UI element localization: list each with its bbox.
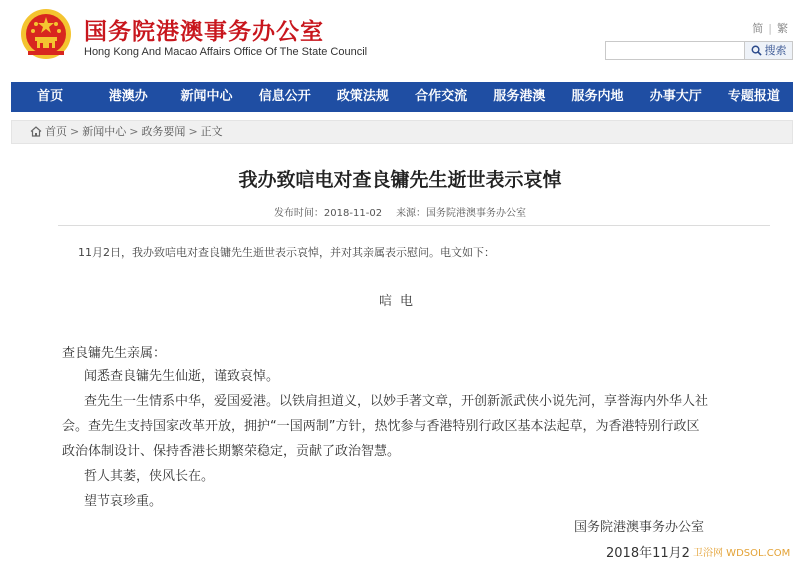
article-meta — [0, 204, 800, 219]
watermark: 卫浴网 WDSOL.COM — [693, 548, 791, 559]
signature: 国务院港澳事务办公室 — [574, 520, 705, 535]
article-paragraph: 哲人其萎，侠风长在。 — [84, 469, 215, 484]
nav-item-service-hall[interactable]: 办事大厅 — [649, 89, 702, 104]
article-paragraph: 查先生一生情系中华，爱国爱港。以铁肩担道义，以妙手著文章，开创新派武侠小说先河，享誉海内外华人社 — [84, 394, 709, 409]
nav-item-home[interactable]: 首页 — [37, 89, 64, 104]
nav-item-cooperation[interactable]: 合作交流 — [415, 89, 468, 104]
nav-item-special[interactable]: 专题报道 — [727, 89, 780, 104]
breadcrumb-current: 正文 — [200, 125, 223, 138]
nav-item-hkmao[interactable]: 港澳办 — [108, 89, 148, 104]
salutation: 查良镛先生亲属： — [62, 346, 167, 361]
article-source: 来源：国务院港澳事务办公室 — [396, 208, 527, 219]
signature-date: 2018年11月2 — [606, 546, 690, 561]
search-input[interactable] — [606, 42, 746, 59]
search-box — [605, 41, 793, 60]
nav-item-info[interactable]: 信息公开 — [258, 89, 311, 104]
breadcrumb-separator: > — [188, 125, 198, 138]
search-button-label: 搜索 — [764, 44, 787, 57]
article-paragraph: 政治体制设计、保持香港长期繁荣稳定，贡献了政治智慧。 — [62, 444, 401, 459]
main-nav — [11, 82, 793, 112]
nav-item-serve-hkmacao[interactable]: 服务港澳 — [493, 89, 546, 104]
article-lead: 11月2日，我办致唁电对查良镛先生逝世表示哀悼，并对其亲属表示慰问。电文如下： — [78, 246, 495, 259]
lang-separator: | — [768, 22, 772, 35]
site-header — [0, 0, 800, 80]
divider — [58, 225, 770, 226]
site-subtitle: Hong Kong And Macao Affairs Office Of The State Council — [84, 46, 368, 58]
breadcrumb-gov-news[interactable]: 政务要闻 — [141, 125, 186, 138]
search-button[interactable] — [744, 41, 792, 60]
article-title: 我办致唁电对查良镛先生逝世表示哀悼 — [238, 169, 562, 191]
site-title: 国务院港澳事务办公室 — [84, 19, 324, 45]
language-switch — [752, 20, 788, 36]
breadcrumb — [11, 120, 793, 144]
nav-item-serve-mainland[interactable]: 服务内地 — [571, 89, 624, 104]
document-heading: 唁电 — [378, 294, 421, 309]
breadcrumb-news[interactable]: 新闻中心 — [82, 125, 127, 138]
breadcrumb-separator: > — [129, 125, 139, 138]
article-paragraph: 望节哀珍重。 — [84, 494, 163, 509]
article-paragraph: 闻悉查良镛先生仙逝，谨致哀悼。 — [84, 369, 280, 384]
breadcrumb-separator: > — [70, 125, 80, 138]
search-icon — [751, 45, 762, 56]
national-emblem-icon — [20, 8, 72, 60]
article-paragraph: 会。查先生支持国家改革开放，拥护“一国两制”方针，热忱参与香港特别行政区基本法起草，为香港特别行政区 — [62, 419, 700, 434]
nav-item-policy[interactable]: 政策法规 — [336, 89, 389, 104]
breadcrumb-home[interactable]: 首页 — [45, 125, 67, 138]
publish-time: 发布时间：2018-11-02 — [273, 208, 383, 219]
nav-item-news[interactable]: 新闻中心 — [180, 89, 233, 104]
lang-simplified-link[interactable]: 简 — [752, 22, 764, 35]
home-icon — [30, 126, 42, 137]
lang-traditional-link[interactable]: 繁 — [777, 22, 788, 35]
